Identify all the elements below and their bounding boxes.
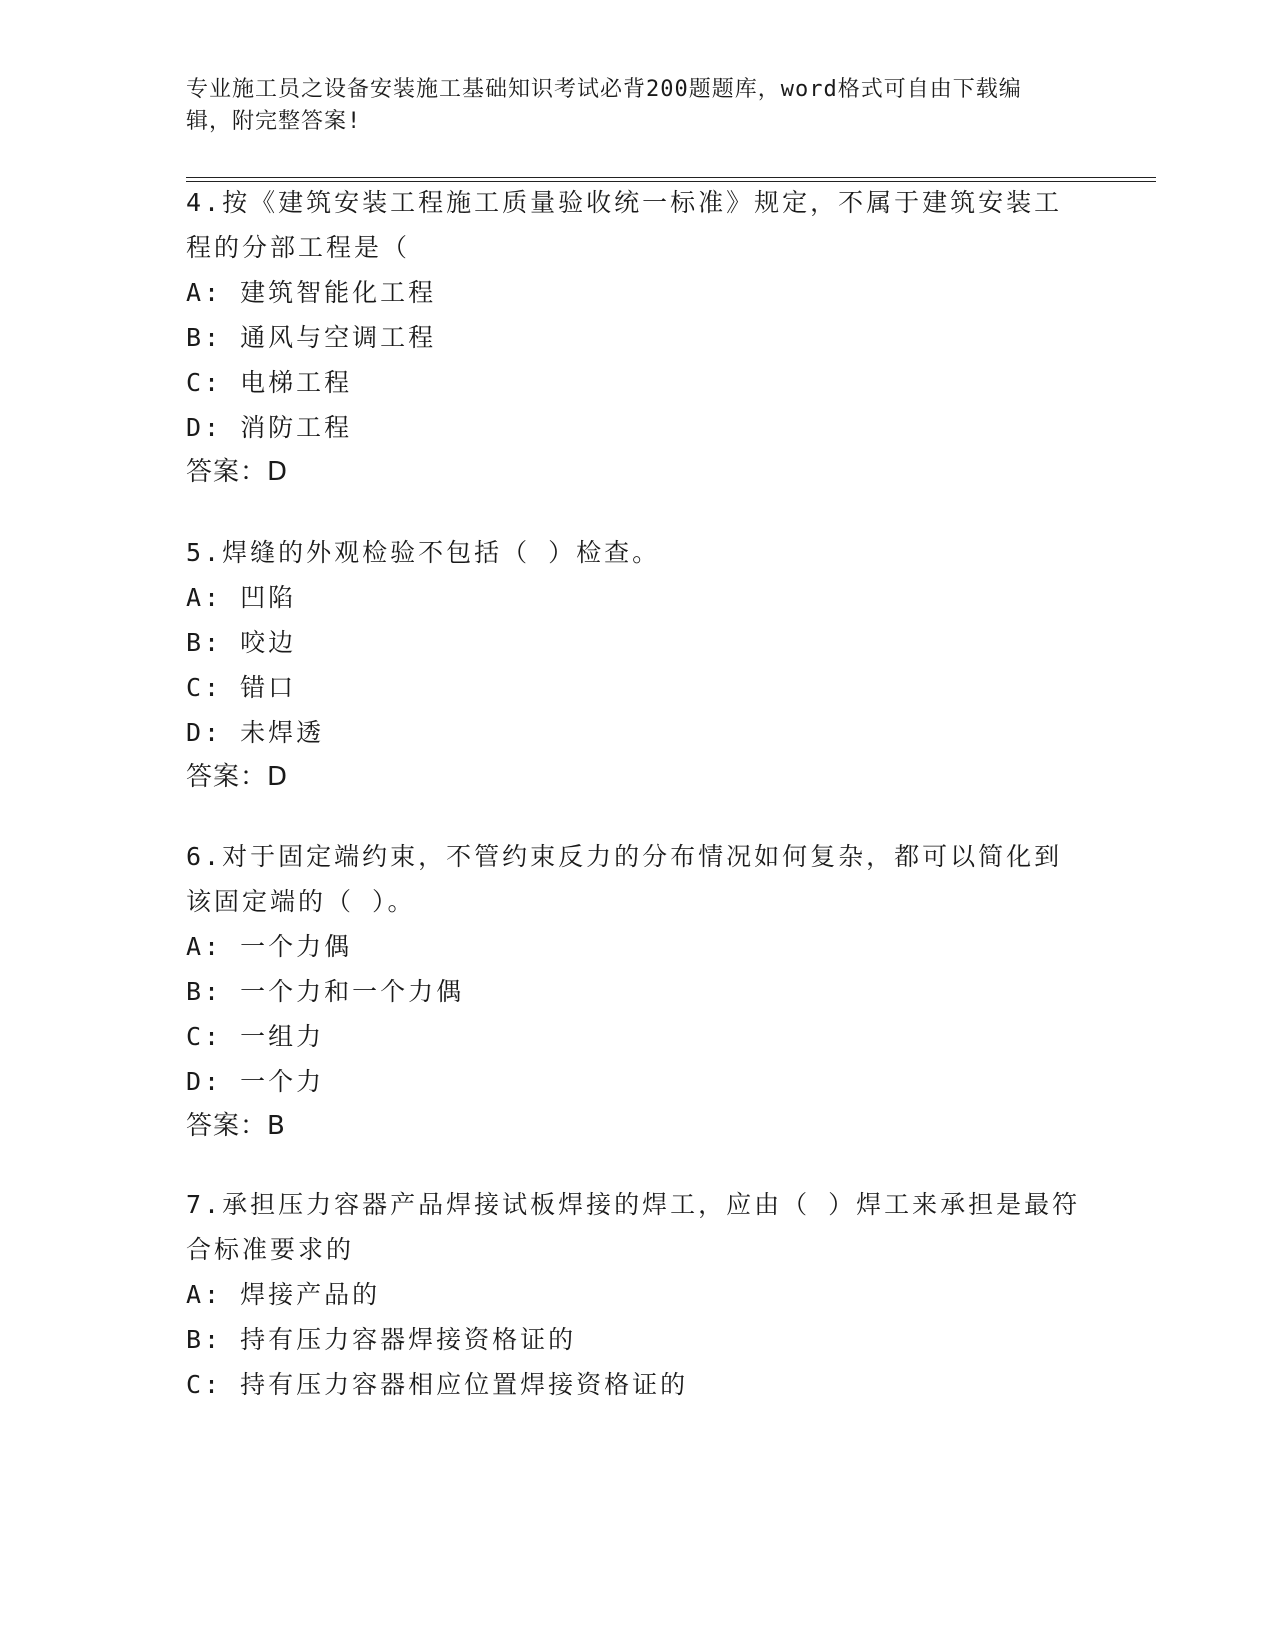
question-title: 4.按《建筑安装工程施工质量验收统一标准》规定，不属于建筑安装工程的分部工程是（ bbox=[186, 188, 1063, 262]
option-a: A: 一个力偶 bbox=[186, 932, 353, 961]
option-b: B: 持有压力容器焊接资格证的 bbox=[186, 1325, 577, 1354]
answer: 答案：B bbox=[186, 1111, 286, 1141]
option-a: A: 建筑智能化工程 bbox=[186, 278, 437, 307]
option-b: B: 咬边 bbox=[186, 628, 297, 657]
option-b: B: 通风与空调工程 bbox=[186, 323, 437, 352]
option-c: C: 电梯工程 bbox=[186, 368, 353, 397]
option-d: D: 未焊透 bbox=[186, 718, 325, 747]
question-title: 5.焊缝的外观检验不包括（ ）检查。 bbox=[186, 538, 661, 567]
option-d: D: 消防工程 bbox=[186, 413, 353, 442]
option-c: C: 一组力 bbox=[186, 1022, 325, 1051]
option-d: D: 一个力 bbox=[186, 1067, 325, 1096]
document-header-title: 专业施工员之设备安装施工基础知识考试必背200题题库，word格式可自由下载编辑，附完整答案! bbox=[186, 77, 1022, 134]
answer: 答案：D bbox=[186, 457, 289, 487]
question-6 bbox=[186, 834, 1086, 1149]
question-title: 6.对于固定端约束，不管约束反力的分布情况如何复杂，都可以简化到该固定端的（ ）。 bbox=[186, 842, 1063, 916]
option-a: A: 凹陷 bbox=[186, 583, 297, 612]
question-5 bbox=[186, 530, 1086, 800]
option-c: C: 持有压力容器相应位置焊接资格证的 bbox=[186, 1370, 689, 1399]
option-b: B: 一个力和一个力偶 bbox=[186, 977, 465, 1006]
question-7 bbox=[186, 1182, 1086, 1407]
answer: 答案：D bbox=[186, 762, 289, 792]
option-a: A: 焊接产品的 bbox=[186, 1280, 381, 1309]
question-title: 7.承担压力容器产品焊接试板焊接的焊工，应由（ ）焊工来承担是最符合标准要求的 bbox=[186, 1190, 1081, 1264]
option-c: C: 错口 bbox=[186, 673, 297, 702]
question-4 bbox=[186, 180, 1086, 495]
